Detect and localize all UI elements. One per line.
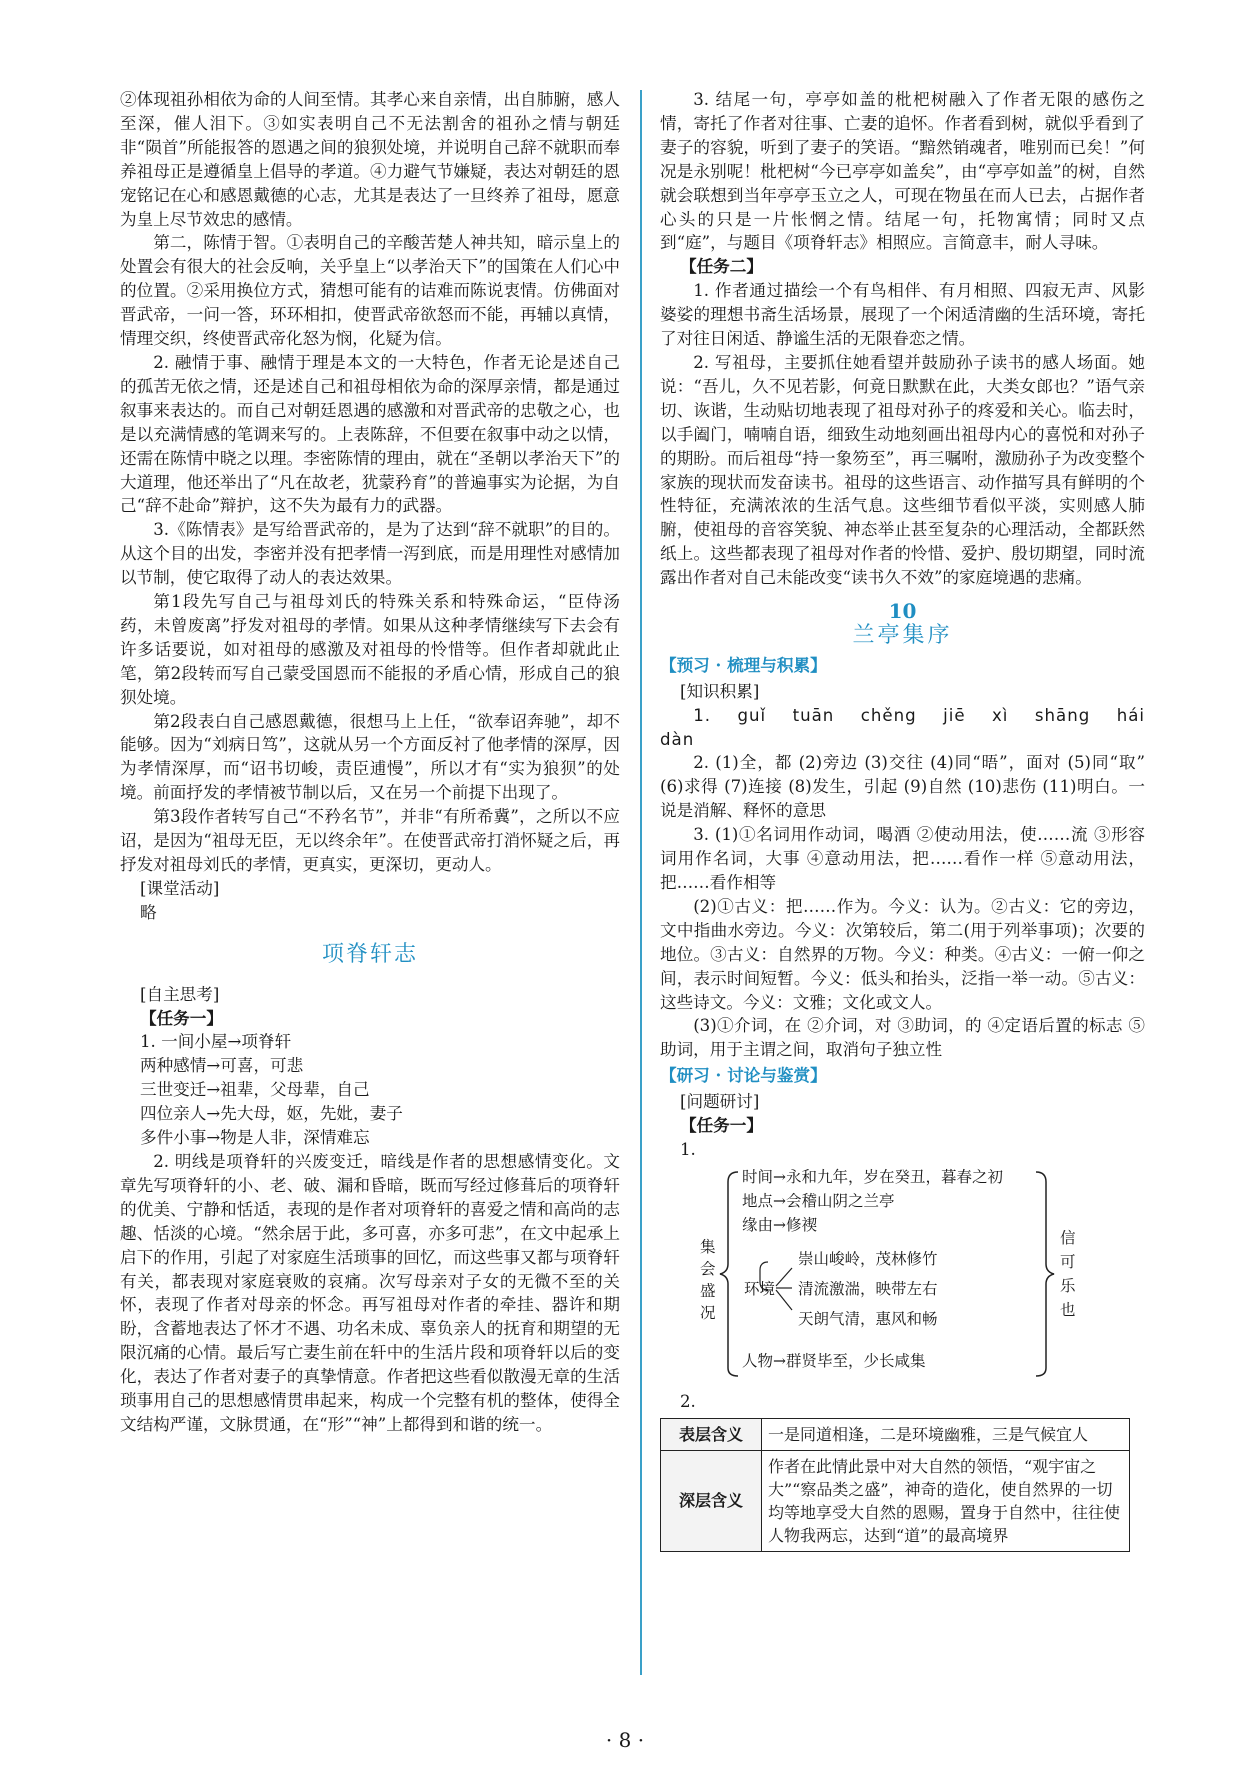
knowledge-label: [知识积累] xyxy=(680,681,760,701)
paragraph: 第二，陈情于智。①表明自己的辛酸苦楚人神共知，暗示皇上的处置会有很大的社会反响，关乎皇上“以孝治天下”的国策在人们心中的位置。②采用换位方式，猜想可能有的诘难而陈说衷情。仿佛面对晋武帝，一问一答，环环相扣，使晋武帝欲怒而不能，再辅以真情，情理交织，终使晋武帝化怒为悯，化疑为信。 xyxy=(120,233,620,349)
section-heading-preview: 【预习 · 梳理与积累】 xyxy=(660,654,827,675)
pinyin-line: 1. guǐ tuān chěng jiē xì shāng hái dàn xyxy=(660,705,1145,749)
right-column xyxy=(660,88,1145,1552)
table-cell: 一是同道相逢，二是环境幽雅，三是气候宜人 xyxy=(762,1418,1130,1450)
task2-label: 【任务二】 xyxy=(680,256,763,277)
diagram-env1: 崇山峻岭，茂林修竹 xyxy=(798,1249,938,1268)
table-head: 深层含义 xyxy=(661,1450,762,1551)
diagram-time: 时间→永和九年，岁在癸丑，暮春之初 xyxy=(742,1167,1003,1186)
gathering-diagram xyxy=(660,1164,1145,1382)
table-cell: 作者在此情此景中对大自然的领悟，“观宇宙之大”“察品类之盛”，神奇的造化，使自然界的一切均等地享受大自然的恩赐，置身于自然中，往往使人物我两忘，达到“道”的最高境界 xyxy=(762,1450,1130,1551)
section-title-xiangjixuan: 项脊轩志 xyxy=(321,941,418,967)
list-item: 两种感情→可喜，可悲 xyxy=(140,1056,304,1076)
task1-label: 【任务一】 xyxy=(140,1007,223,1028)
paragraph: 3.《陈情表》是写给晋武帝的，是为了达到“辞不就职”的目的。从这个目的出发，李密并没有把孝情一泻到底，而是用理性对感情加以节制，使它取得了动人的表达效果。 xyxy=(120,520,620,588)
diagram-env2: 清流激湍，映带左右 xyxy=(798,1279,938,1298)
paragraph: (3)①介词，在 ②介词，对 ③助词，的 ④定语后置的标志 ⑤助词，用于主谓之间，取消句子独立性 xyxy=(660,1016,1145,1060)
column-divider xyxy=(640,90,642,1675)
task1-label-right: 【任务一】 xyxy=(680,1115,763,1136)
paragraph: 2. (1)全，都 (2)旁边 (3)交往 (4)同“晤”，面对 (5)同“取” (6)求得 (7)连接 (8)发生，引起 (9)自然 (10)悲伤 (11)明白。一说是消解、释怀的意思 xyxy=(660,753,1145,821)
paragraph: 第1段先写自己与祖母刘氏的特殊关系和特殊命运，“臣侍汤药，未曾废离”抒发对祖母的孝情。如果从这种孝情继续写下去会有许多话要说，如对祖母的感激及对祖母的怜惜等。但作者却就此止笔，第2段转而写自己蒙受国恩而不能报的矛盾心情，形成自己的狼狈处境。 xyxy=(120,592,620,707)
list-item: 三世变迁→祖辈，父母辈，自己 xyxy=(140,1080,370,1100)
table-head: 表层含义 xyxy=(661,1418,762,1450)
list-item: 多件小事→物是人非，深情难忘 xyxy=(140,1128,370,1148)
paragraph: ②体现祖孙相依为命的人间至情。其孝心来自亲情，出自肺腑，感人至深，催人泪下。③如实表明自己不无法割舍的祖孙之情与朝廷非“陨首”所能报答的恩遇之间的狼狈处境，并说明自己辞不就职而奉养祖母正是遵循皇上倡导的孝道。④力避气节嫌疑，表达对朝廷的恩宠铭记在心和感恩戴德的心志，尤其是表达了一旦终养了祖母，愿意为皇上尽节效忠的感情。 xyxy=(120,90,620,229)
self-think-label: [自主思考] xyxy=(140,984,220,1004)
diagram-right-label: 信可乐也 xyxy=(1060,1228,1076,1319)
item-number: 2. xyxy=(680,1391,696,1411)
table-row xyxy=(661,1418,1130,1450)
list-item: 四位亲人→先大母，妪，先妣，妻子 xyxy=(140,1104,403,1124)
paragraph: 2. 融情于事、融情于理是本文的一大特色，作者无论是述自己的孤苦无依之情，还是述自己和祖母相依为命的深厚亲情，都是通过叙事来表达的。而自己对朝廷恩遇的感激和对晋武帝的忠敬之心，也是以充满情感的笔调来写的。上表陈辞，不但要在叙事中动之以情，还需在陈情中晓之以理。李密陈情的理由，就在“圣朝以孝治天下”的大道理，他还举出了“凡在故老，犹蒙矜育”的普遍事实为论据，为自己“辞不赴命”辩护，这不失为最有力的武器。 xyxy=(120,352,620,516)
diagram-people: 人物→群贤毕至，少长咸集 xyxy=(742,1351,926,1370)
lesson-number: 10 xyxy=(888,599,917,624)
paragraph: (2)①古义：把……作为。今义：认为。②古义：它的旁边，文中指曲水旁边。今义：次第较后，第二(用于列举事项)；次要的地位。③古义：自然界的万物。今义：种类。④古义：一俯一仰之间，表示时间短暂。今义：低头和抬头，泛指一举一动。⑤古义：这些诗文。今义：文雅；文化或文人。 xyxy=(660,896,1145,1012)
diagram-env-label: 环境 xyxy=(744,1279,776,1298)
diagram-env3: 天朗气清，惠风和畅 xyxy=(798,1309,938,1328)
diagram-left-label: 集会盛况 xyxy=(700,1237,716,1322)
diagram-place: 地点→会稽山阴之兰亭 xyxy=(742,1191,895,1210)
problem-label: [问题研讨] xyxy=(680,1092,760,1112)
paragraph: 3. 结尾一句，亭亭如盖的枇杷树融入了作者无限的感伤之情，寄托了作者对往事、亡妻的追怀。作者看到树，就似乎看到了妻子的容貌，听到了妻子的笑语。“黯然销魂者，唯别而已矣！”何况是永别呢！枇杷树“今已亭亭如盖矣”，由“亭亭如盖”的树，自然就会联想到当年亭亭玉立之人，可现在物虽在而人已去，占据作者心头的只是一片怅惘之情。结尾一句，托物寓情；同时又点到“庭”，与题目《项脊轩志》相照应。言简意丰，耐人寻味。 xyxy=(660,90,1145,253)
page-number: · 8 · xyxy=(605,1728,645,1752)
paragraph: 2. 写祖母，主要抓住她看望并鼓励孙子读书的感人场面。她说：“吾儿，久不见若影，何竟日默默在此，大类女郎也？”语气亲切、诙谐，生动贴切地表现了祖母对孙子的疼爱和关心。临去时，以手阖门，喃喃自语，细致生动地刻画出祖母内心的喜悦和对孙子的期盼。而后祖母“持一象笏至”，再三嘱咐，激励孙子为改变整个家族的现状而发奋读书。祖母的这些语言、动作描写具有鲜明的个性特征，充满浓浓的生活气息。这些细节看似平淡，实则感人肺腑，使祖母的音容笑貌、神态举止甚至复杂的心理活动，全都跃然纸上。这些都表现了祖母对作者的怜惜、爱护、殷切期望，同时流露出作者对自己未能改变“读书久不效”的家庭境遇的悲痛。 xyxy=(660,352,1145,588)
class-activity-label: [课堂活动] xyxy=(140,878,220,898)
paragraph: 第2段表白自己感恩戴德，很想马上上任，“欲奉诏奔驰”，却不能够。因为“刘病日笃”，这就从另一个方面反衬了他孝情的深厚，因为孝情深厚，而“诏书切峻，责臣逋慢”，所以才有“实为狼狈”的处境。前面抒发的孝情被节制以后，又在另一个前提下出现了。 xyxy=(120,711,620,803)
table-row xyxy=(661,1450,1130,1551)
left-column xyxy=(120,88,620,1437)
list-item: 1. 一间小屋→项脊轩 xyxy=(140,1032,292,1052)
paragraph: 3. (1)①名词用作动词，喝酒 ②使动用法，使……流 ③形容词用作名词，大事 ④意动用法，把……看作一样 ⑤意动用法，把……看作相等 xyxy=(660,825,1145,892)
class-activity-text: 略 xyxy=(140,902,157,922)
meaning-table xyxy=(660,1418,1130,1552)
paragraph: 2. 明线是项脊轩的兴废变迁，暗线是作者的思想感情变化。文章先写项脊轩的小、老、破、漏和昏暗，既而写经过修葺后的项脊轩的优美、宁静和恬适，表现的是作者对项脊轩的喜爱之情和高尚的志趣、恬淡的心境。“然余居于此，多可喜，亦多可悲”，在文中起承上启下的作用，引起了对家庭生活琐事的回忆，而这些事又都与项脊轩有关，都表现对家庭衰败的哀痛。次写母亲对子女的无微不至的关怀，表现了作者对母亲的怀念。再写祖母对作者的牵挂、器许和期盼，含蓄地表达了怀才不遇、功名未成、辜负亲人的抚育和期望的无限沉痛的心情。最后写亡妻生前在轩中的生活片段和项脊轩以后的变化，表达了作者对妻子的真挚情意。作者把这些看似散漫无章的生活琐事用自己的思想感情贯串起来，构成一个完整有机的整体，使得全文结构严谨，文脉贯通，在“形”“神”上都得到和谐的统一。 xyxy=(120,1151,620,1434)
paragraph: 第3段作者转写自己“不矜名节”，并非“有所希冀”，之所以不应诏，是因为“祖母无臣，无以终余年”。在使晋武帝打消怀疑之后，再抒发对祖母刘氏的孝情，更真实，更深切，更动人。 xyxy=(120,807,620,874)
diagram-reason: 缘由→修禊 xyxy=(742,1215,817,1234)
paragraph: 1. 作者通过描绘一个有鸟相伴、有月相照、四寂无声、风影婆娑的理想书斋生活场景，展现了一个闲适清幽的生活环境，寄托了对往日闲适、静谧生活的无限眷恋之情。 xyxy=(660,281,1145,349)
section-heading-study: 【研习 · 讨论与鉴赏】 xyxy=(660,1065,827,1086)
item-number: 1. xyxy=(680,1139,696,1159)
lesson-title: 兰亭集序 xyxy=(852,622,953,648)
